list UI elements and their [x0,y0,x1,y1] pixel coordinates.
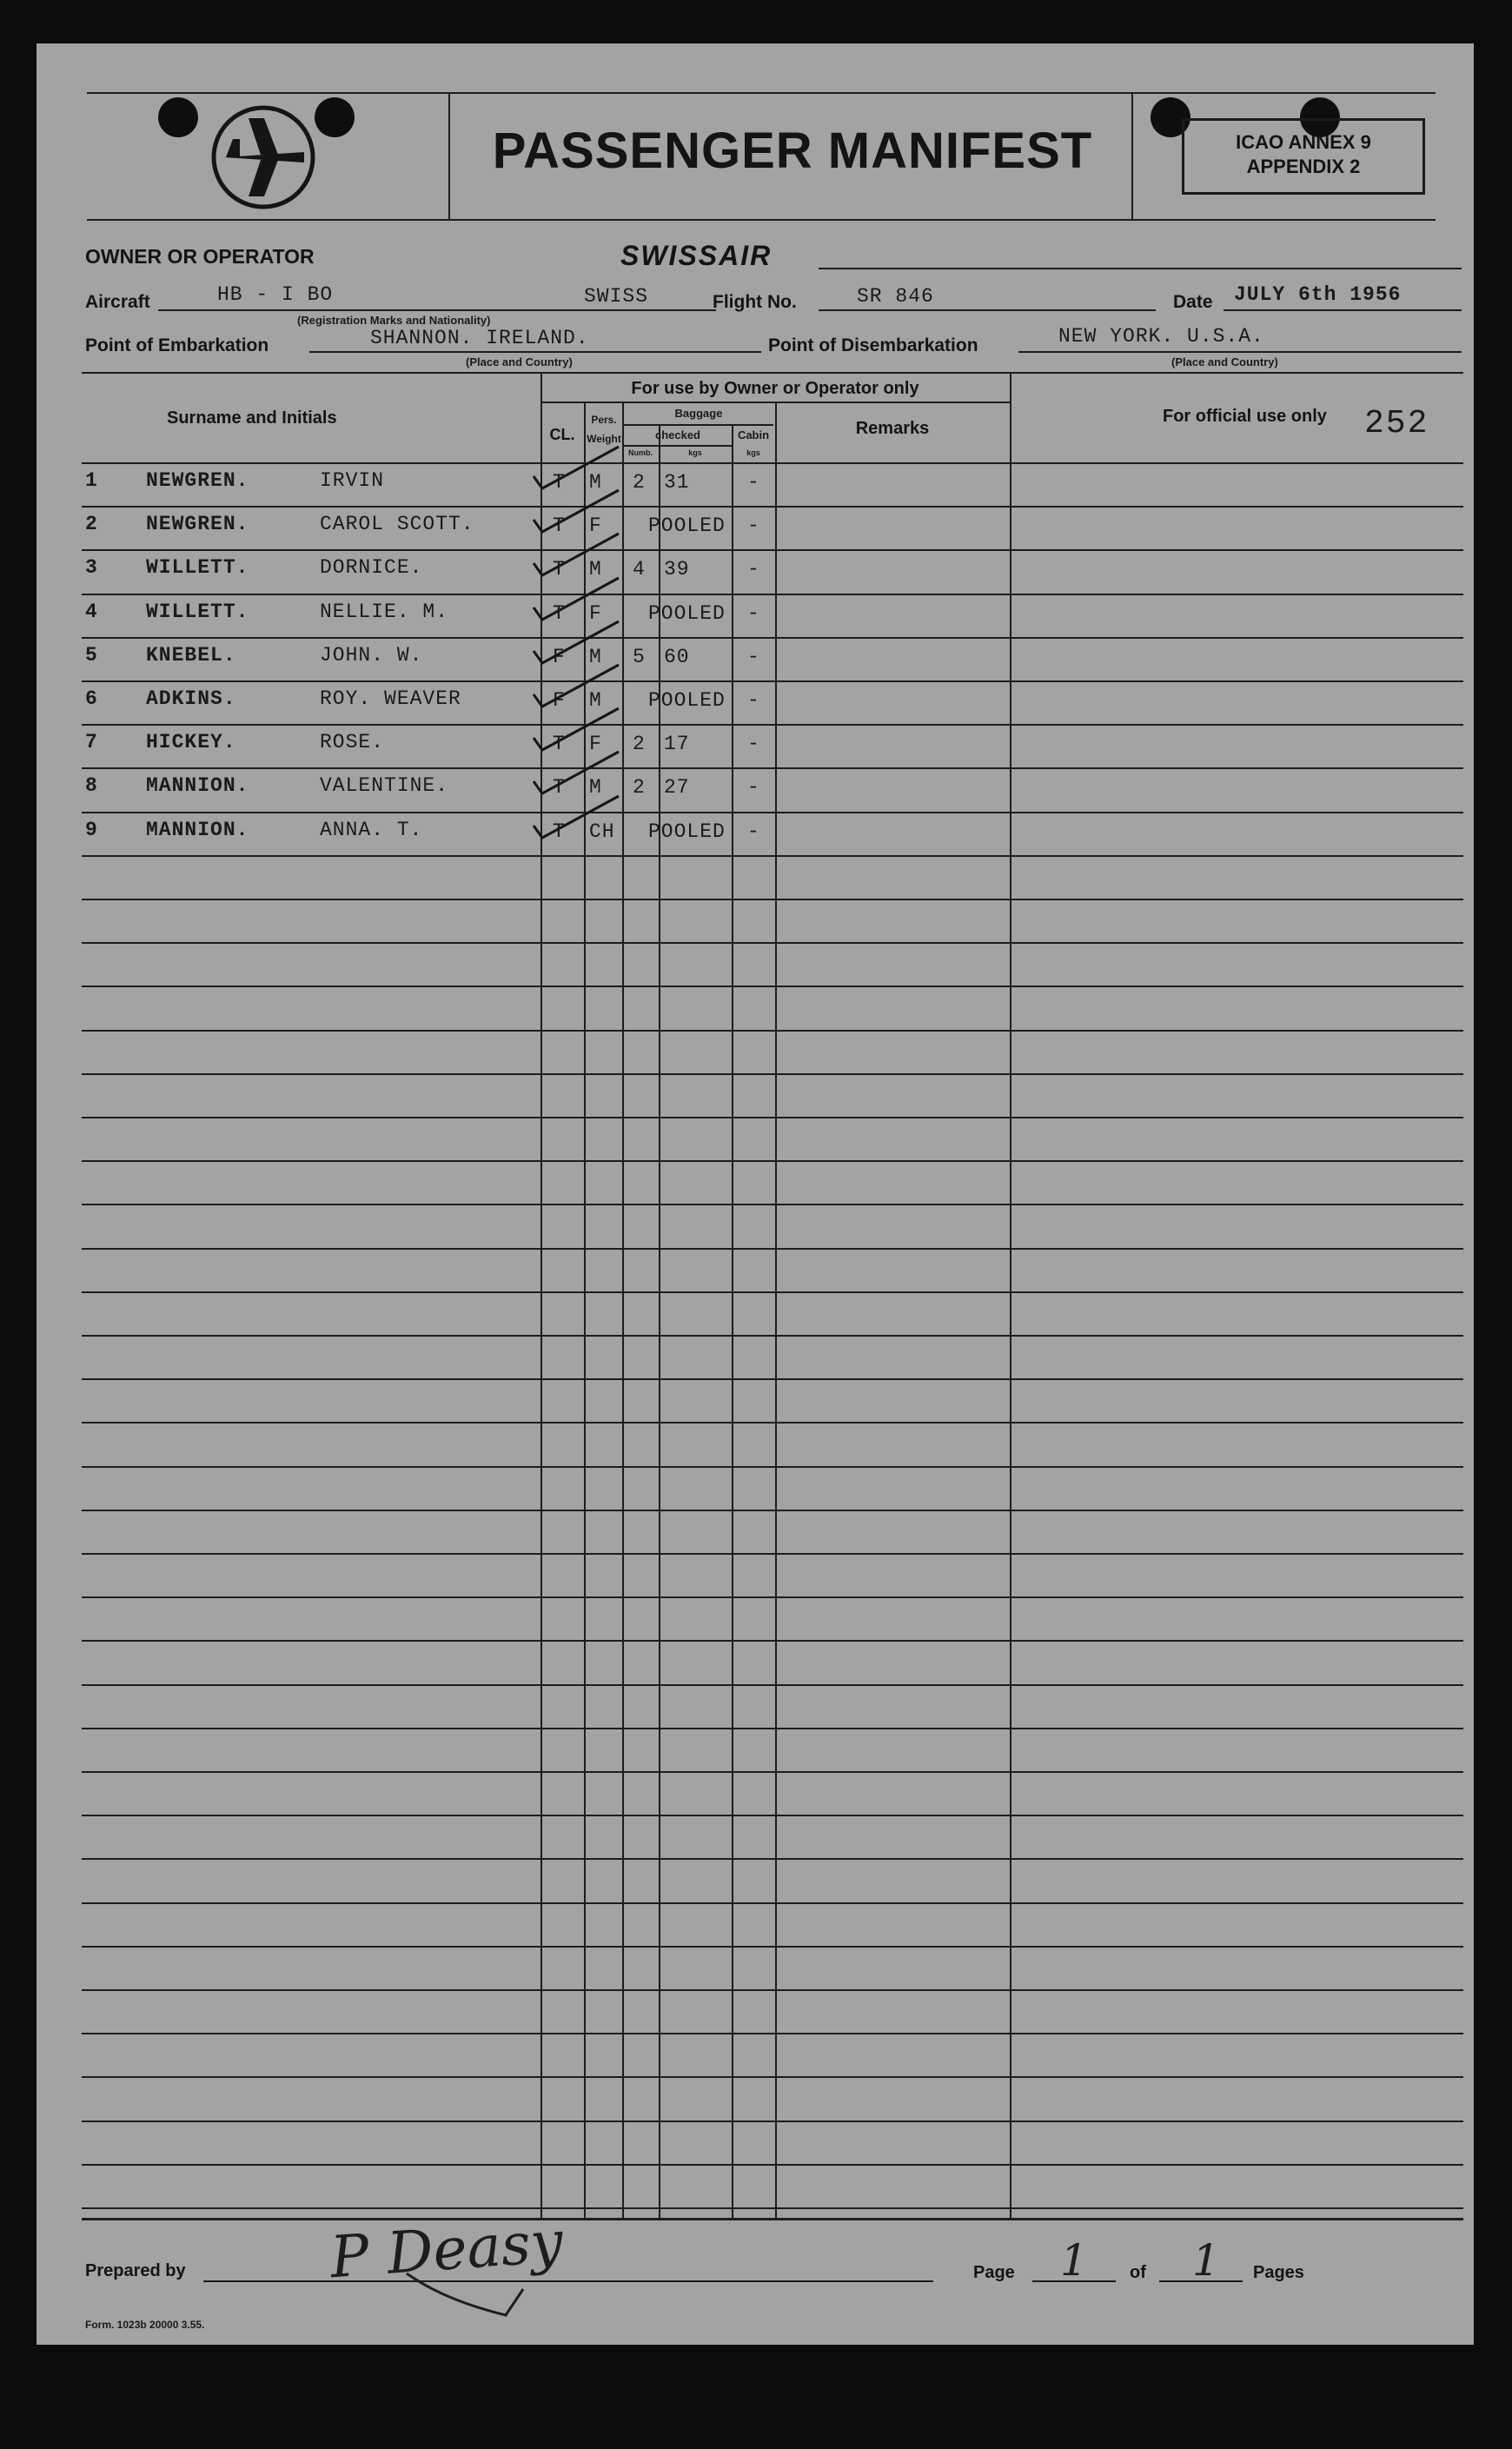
sex-value: M [589,646,602,668]
flight-underline [819,309,1156,311]
icao-reference-box [1182,118,1425,195]
baggage-weight: 17 [664,733,690,755]
disembarkation-place: NEW YORK. U.S.A. [1058,325,1264,348]
table-top-rule [82,372,1463,374]
row-rule [82,2207,1463,2209]
embarkation-label: Point of Embarkation [85,335,269,355]
row-rule [82,1117,1463,1118]
flight-date: JULY 6th 1956 [1234,283,1402,306]
checkmark-icon [528,707,624,753]
row-number: 8 [85,774,98,797]
row-number: 2 [85,513,98,535]
owner-label: OWNER OR OPERATOR [85,245,315,268]
passenger-surname: WILLETT. [146,601,249,623]
cabin-header: Cabin [737,428,770,441]
row-rule [82,986,1463,987]
cabin-baggage: - [747,733,760,755]
sex-value: M [589,776,602,799]
baggage-weight: 31 [664,471,690,494]
class-value: T [553,471,566,494]
owner-underline [819,268,1462,269]
official-use-header: For official use only [1163,407,1327,426]
row-number: 5 [85,644,98,667]
row-rule [82,2164,1463,2166]
row-rule [82,1596,1463,1598]
table-row [36,508,1474,551]
disembarkation-label: Point of Disembarkation [768,335,978,355]
aircraft-registration: HB - I BO [217,283,334,306]
row-rule [82,1815,1463,1816]
row-rule [82,1771,1463,1773]
passenger-surname: ADKINS. [146,687,236,710]
row-rule [82,2033,1463,2034]
baggage-header: Baggage [674,407,723,420]
airplane-logo-icon [210,104,316,210]
pers-column-header: Pers. [591,414,617,426]
checkmark-icon [528,445,624,492]
header-bottom-rule [87,219,1436,221]
aircraft-label: Aircraft [85,292,150,312]
row-number: 3 [85,556,98,579]
row-rule [82,942,1463,944]
passenger-surname: WILLETT. [146,556,249,579]
row-rule [82,1989,1463,1991]
row-rule [82,2076,1463,2078]
official-number: 252 [1364,405,1429,442]
sex-value: M [589,689,602,712]
flight-number: SR 846 [857,285,934,308]
row-rule [82,1073,1463,1075]
form-code: Form. 1023b 20000 3.55. [85,2319,205,2331]
embarkation-underline [309,351,761,353]
passenger-surname: MANNION. [146,819,249,841]
cabin-baggage: - [747,646,760,668]
table-row [36,464,1474,508]
icao-line-2: APPENDIX 2 [1246,156,1361,177]
passenger-surname: NEWGREN. [146,469,249,492]
baggage-pieces: 5 [633,646,646,668]
cabin-kgs-header: kgs [746,448,760,457]
row-rule [82,1902,1463,1904]
class-value: T [553,776,566,799]
row-number: 7 [85,731,98,753]
kgs-header: kgs [688,448,702,457]
table-row [36,813,1474,857]
row-rule [82,899,1463,900]
passenger-given-name: DORNICE. [320,556,423,579]
baggage-pieces: 2 [633,776,646,799]
embarkation-place: SHANNON. IRELAND. [370,327,589,349]
passenger-surname: NEWGREN. [146,513,249,535]
row-rule [82,1946,1463,1948]
class-value: T [553,514,566,537]
class-value: T [553,820,566,843]
punch-hole [158,97,198,137]
class-value: T [553,602,566,625]
checkmark-icon [528,576,624,623]
row-rule [82,1684,1463,1686]
passenger-given-name: VALENTINE. [320,774,449,797]
table-row [36,551,1474,594]
aircraft-note: (Registration Marks and Nationality) [297,314,491,327]
table-row [36,726,1474,769]
page-label: Page [973,2263,1015,2282]
row-rule [82,1160,1463,1162]
row-rule [82,2120,1463,2122]
row-number: 6 [85,687,98,710]
row-rule [82,1510,1463,1511]
row-number: 1 [85,469,98,492]
row-rule [82,1728,1463,1729]
disembarkation-underline [1018,351,1462,353]
class-value: T [553,733,566,755]
row-rule [82,1335,1463,1337]
cabin-baggage: - [747,820,760,843]
sex-value: CH [589,820,615,843]
checkmark-icon [528,532,624,579]
prepared-by-label: Prepared by [85,2261,186,2280]
passenger-surname: KNEBEL. [146,644,236,667]
passenger-given-name: ROSE. [320,731,385,753]
disembarkation-note: (Place and Country) [1171,355,1278,368]
row-number: 9 [85,819,98,841]
table-bottom-rule [82,2218,1463,2220]
baggage-weight: POOLED [648,602,726,625]
date-label: Date [1173,292,1213,312]
name-column-header: Surname and Initials [167,408,337,428]
passenger-given-name: IRVIN [320,469,385,492]
class-value: F [553,689,566,712]
row-rule [82,1422,1463,1424]
cabin-baggage: - [747,471,760,494]
row-rule [82,1204,1463,1205]
class-column-header: CL. [549,426,575,443]
header-divider-right [1131,92,1133,219]
numb-header: Numb. [628,448,653,457]
class-value: T [553,558,566,581]
table-row [36,769,1474,813]
operator-name: SWISSAIR [620,240,773,271]
weight-column-header: Weight [587,433,621,445]
baggage-weight: 39 [664,558,690,581]
page-number: 1 [1060,2235,1088,2286]
checkmark-icon [528,488,624,535]
cabin-baggage: - [747,689,760,712]
cabin-baggage: - [747,602,760,625]
aircraft-nationality: SWISS [584,285,649,308]
sex-value: F [589,733,602,755]
baggage-pieces: 2 [633,471,646,494]
flight-label: Flight No. [713,292,797,312]
sex-value: F [589,602,602,625]
class-value: F [553,646,566,668]
checked-rule [622,445,732,447]
row-rule [82,1378,1463,1380]
passenger-given-name: JOHN. W. [320,644,423,667]
checkmark-icon [528,750,624,797]
row-rule [82,1030,1463,1032]
remarks-header: Remarks [855,419,930,438]
baggage-rule [622,424,773,426]
baggage-weight: POOLED [648,820,726,843]
preparer-signature: P Deasy [328,2207,566,2292]
table-row [36,682,1474,726]
baggage-weight: 27 [664,776,690,799]
signature-flourish [401,2268,532,2320]
punch-hole [315,97,355,137]
baggage-weight: POOLED [648,514,726,537]
passenger-surname: HICKEY. [146,731,236,753]
row-rule [82,1291,1463,1293]
row-rule [82,1553,1463,1555]
header-top-rule [87,92,1436,94]
table-row [36,639,1474,682]
icao-line-1: ICAO ANNEX 9 [1236,131,1371,153]
row-rule [82,1248,1463,1250]
row-number: 4 [85,601,98,623]
passenger-given-name: ROY. WEAVER [320,687,461,710]
row-rule [82,1466,1463,1468]
checkmark-icon [528,663,624,710]
cabin-baggage: - [747,514,760,537]
baggage-pieces: 4 [633,558,646,581]
checked-header: checked [654,428,701,441]
date-underline [1224,309,1462,311]
baggage-weight: 60 [664,646,690,668]
prepared-by-line [203,2280,933,2282]
sex-value: F [589,514,602,537]
passenger-given-name: NELLIE. M. [320,601,449,623]
row-rule [82,1858,1463,1860]
owner-use-header: For use by Owner or Operator only [631,379,919,398]
of-label: of [1130,2263,1146,2282]
sex-value: M [589,558,602,581]
sex-value: M [589,471,602,494]
row-rule [82,1640,1463,1642]
table-row [36,595,1474,639]
pages-label: Pages [1253,2263,1304,2282]
manifest-sheet [36,43,1474,2345]
header-divider-left [448,92,450,219]
baggage-pieces: 2 [633,733,646,755]
page-total: 1 [1192,2235,1220,2286]
embarkation-note: (Place and Country) [466,355,573,368]
passenger-surname: MANNION. [146,774,249,797]
passenger-given-name: ANNA. T. [320,819,423,841]
cabin-baggage: - [747,776,760,799]
baggage-weight: POOLED [648,689,726,712]
passenger-given-name: CAROL SCOTT. [320,513,474,535]
cabin-baggage: - [747,558,760,581]
aircraft-underline [158,309,716,311]
checkmark-icon [528,620,624,667]
page-title: PASSENGER MANIFEST [492,123,1093,179]
